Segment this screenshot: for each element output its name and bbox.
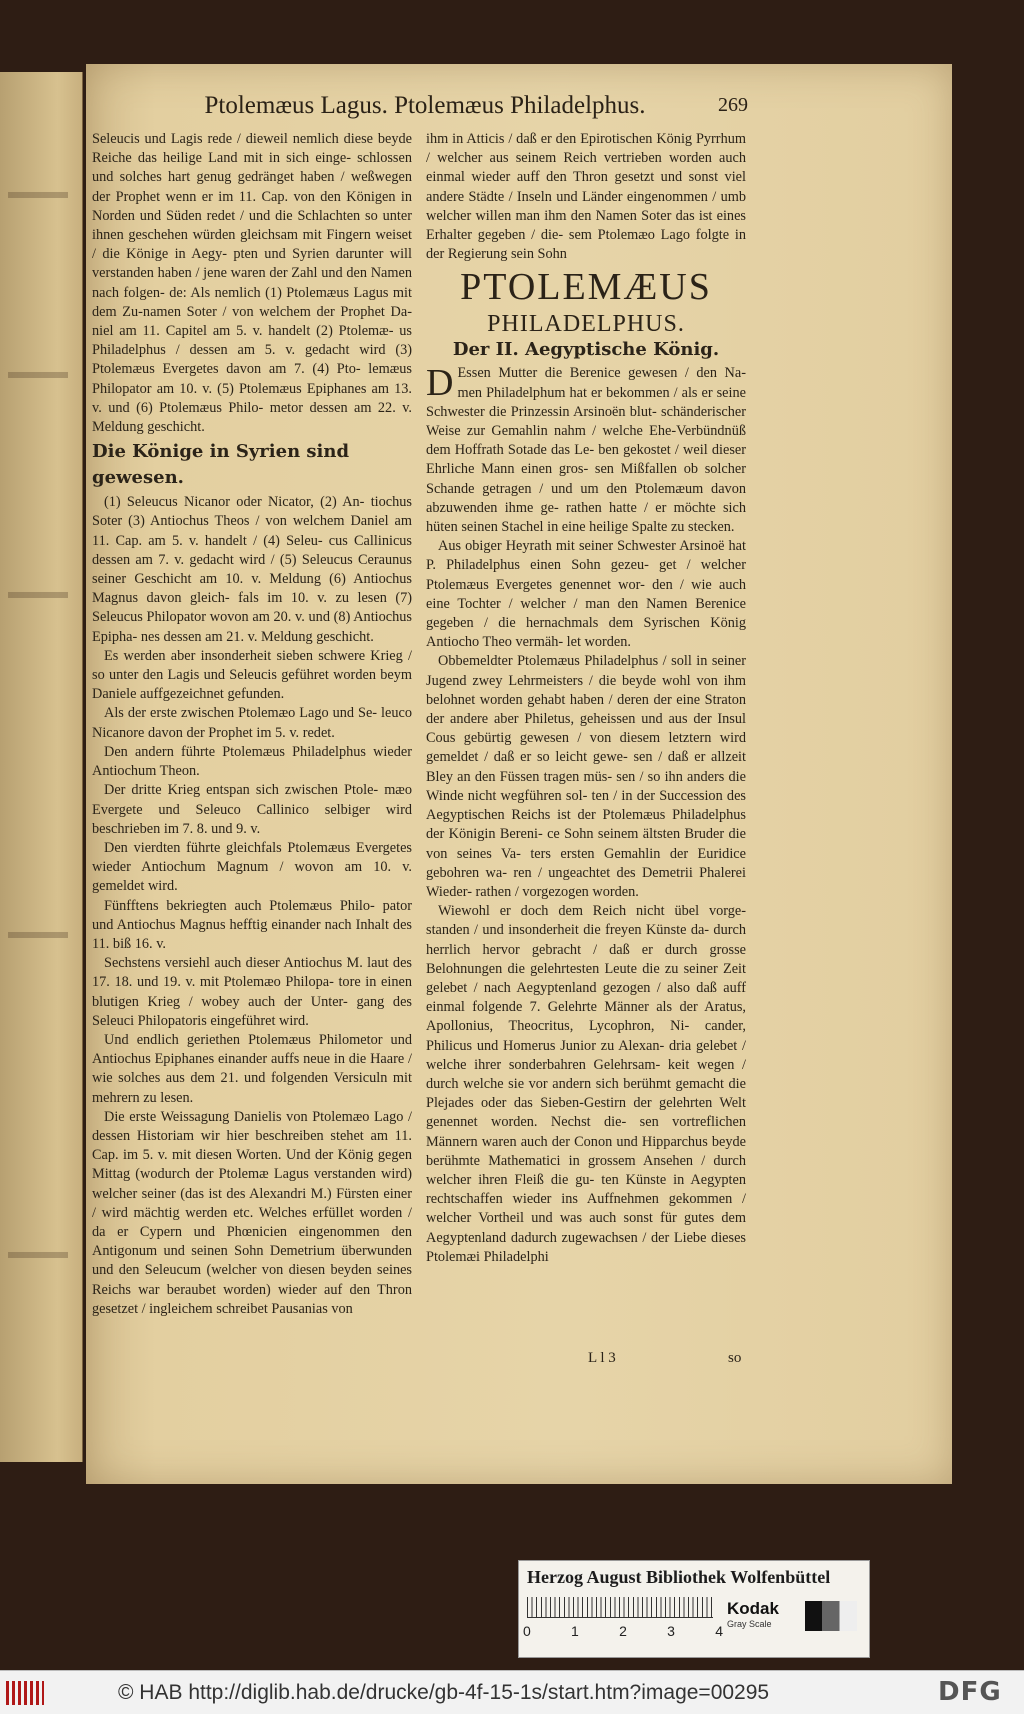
paragraph: Obbemeldter Ptolemæus Philadelphus / soll in seiner Jugend zwey Lehrmeisters / die beyde wohl von ihm belohnet worden gehabt haben / deren der eine Straton der andere aber Philetus, geheissen und aus der Insul Cous gebürtig gewesen / von diesem letztern wird gemeldet / daß er so leicht gewe- sen / daß er allzeit Bley an den Füssen tragen müs- sen / so ihn anders die Winde nicht wegführen sol- ten / in der Succession des Aegyptischen Reichs ist der Ptolemæus Philadelphus der Königin Bereni- ce Sohn seinem ältsten Bruder die von seines Va- ters ersten Gemahlin der Euridice gebohren wa- ren / ungeachtet des Demetrii Phalerei Wieder- rathen / vorgezogen worden. <box>426 653 746 900</box>
section-heading: Die Könige in Syrien sind gewesen. <box>92 441 350 489</box>
chapter-subtitle: PHILADELPHUS. <box>487 311 685 338</box>
paragraph: Wiewohl er doch dem Reich nicht übel vorge- standen / und insonderheit die freyen Künste da- durch herrlich hervor gebracht / daß er durch grosse Belohnungen die gelehrtesten Leute die zu seiner Zeit gelebet / nach Aegyptenland gezogen / also daß auff einmal folgende 7. Gelehrte Männer als der Aratus, Apollonius, Theocritus, Lycophron, Ni- cander, Philicus und Homerus Junior zu Alexan- dria gelebet / welche ihrer sonderbahren Gelehrsam- keit wegen / durch welche sie vor andern sich berühmt gemacht die Plejades oder das Sieben-Gestirn der gelehrten Welt genennet worden. Nechst die- sen vortreflichen Männern waren auch der Conon und Hipparchus beyde berühmte Mathematici in grossem Ansehen / durch welcher ihren Fleiß die gu- ten Künste in Aegypten rechtschaffen wieder ins Auffnehmen gekommen / welcher Vortheil und was auch sonst für gutes dem Aegyptenland dadurch zugewachsen / der Liebe dieses Ptolemæi Philadelphi <box>426 903 746 1265</box>
paragraph: Den andern führte Ptolemæus Philadelphus wieder Antiochum Theon. <box>92 743 412 780</box>
library-color-label <box>518 1560 870 1658</box>
kodak-logo: Kodak <box>727 1599 779 1618</box>
paragraph: (1) Seleucus Nicanor oder Nicator, (2) An- tiochus Soter (3) Antiochus Theos / von welchem Daniel am 11. Cap. am 5. v. handelt / (4) Seleu- cus Callinicus dessen am 7. v. gedacht wird / (5) Seleucus Ceraunus seiner Geschicht am 10. v. Meldung (6) Antiochus Magnus davon gleich- fals im 10. v. zu lesen (7) Seleucus Philopator wovon am 20. v. und (8) Antiochus Epipha- nes dessen am 21. v. Meldung geschicht. <box>92 494 412 645</box>
paragraph: Seleucis und Lagis rede / dieweil nemlich diese beyde Reiche das heilige Land mit in sich einge- schlossen und solches hart genug gedränget haben / weßwegen der Prophet wenn er im 11. Cap. von den Königen in Norden und Süden redet / und die Schlachten so unter ihnen geschehen würden gleichsam mit Fingern weiset / die Könige in Aegy- pten und Syrien darunter will verstanden haben / jene waren der Zahl und den Namen nach folgen- de: Als nemlich (1) Ptolemæus Lagus mit dem Zu-namen Soter / von welchem der Prophet Da- niel am 11. Capitel am 5. v. handelt (2) Ptolemæ- us Philadelphus / dessen am 5. v. gedacht wird (3) Ptolemæus Evergetes davon am 7. (4) Pto- lemæus Philopator am 10. v. (5) Ptolemæus Epiphanes am 13. v. und (6) Ptolemæus Philo- metor dessen am 22. v. Meldung geschicht. <box>92 131 412 436</box>
paragraph: Der dritte Krieg entspan sich zwischen Ptole- mæo Evergete und Seleuco Callinico selbiger wird beschrieben im 7. 8. und 9. v. <box>92 782 412 837</box>
paragraph: Sechstens versiehl auch dieser Antiochus M. laut des 17. 18. und 19. v. mit Ptolemæo Philopa- tore in einen blutigen Krieg / wobey auch der Unter- gang des Seleuci Philopatoris eingeführet wird. <box>92 955 412 1029</box>
chapter-king-heading: Der II. Aegyptische König. <box>452 339 720 361</box>
left-page-edge <box>0 72 83 1462</box>
bleed-mark <box>8 192 68 198</box>
paragraph: ihm in Atticis / daß er den Epirotischen König Pyrrhum / welcher aus seinem Reich vertrieben worden auch einmal wieder auff den Thron gesetzt und sonst viel andere Städte / Inseln und Länder eingenommen / umb welcher willen man ihm den Namen Soter das ist eines Erhalter gegeben / die- sem Ptolemæo Lago folgte in der Regierung sein Sohn <box>426 131 746 263</box>
paragraph: Fünfftens bekriegten auch Ptolemæus Philo- pator und Antiochus Magnus hefftig einander nach Inhalt des 11. biß 16. v. <box>92 897 412 952</box>
paragraph <box>426 364 746 537</box>
right-column <box>426 130 746 1267</box>
footer-bar <box>0 1670 1024 1714</box>
paragraph: Und endlich geriethen Ptolemæus Philometor und Antiochus Epiphanes einander auffs neue in die Haare / wie solches aus dem 21. und folgenden Versiculn mit mehrern zu lesen. <box>92 1031 412 1106</box>
catchword: so <box>728 1350 742 1366</box>
ruler-number: 0 <box>523 1623 531 1639</box>
paragraph: Aus obiger Heyrath mit seiner Schwester Arsinoë hat P. Philadelphus einen Sohn gezeu- get / welcher Ptolemæus Evergetes genennet wor- den / wie auch eine Tochter / welcher / man den Namen Berenice gegeben / die hernachmals dem Syrischen König Antiocho Theo vermäh- let worden. <box>426 538 746 651</box>
copyright-url[interactable]: © HAB http://diglib.hab.de/drucke/gb-4f-15-1s/start.htm?image=00295 <box>118 1681 770 1704</box>
bleed-mark <box>8 372 68 378</box>
ruler-number: 4 <box>715 1623 723 1639</box>
chapter-title: PTOLEMÆUS <box>460 266 712 309</box>
paragraph: Den vierdten führte gleichfals Ptolemæus Evergetes wieder Antiochum Magnum / wovon am 10. v. gemeldet wird. <box>92 839 412 895</box>
grayscale-label: Gray Scale <box>727 1619 772 1629</box>
paragraph: Als der erste zwischen Ptolemæo Lago und Se- leuco Nicanore davon der Prophet im 5. v. redet. <box>92 705 412 741</box>
ruler-number: 3 <box>667 1623 675 1639</box>
scale-ruler <box>527 1597 713 1618</box>
paragraph: Es werden aber insonderheit sieben schwere Krieg / so unter den Lagis und Seleucis geführet worden beym Daniele auffgezeichnet gefunden. <box>92 647 412 703</box>
paragraph-text: Essen Mutter die Berenice gewesen / den Na- men Philadelphum hat er bekommen / als er seine Schwester die Prinzessin Arsinoën blut- schänderischer Weise zur Gemahlin nahm / welche Ehe-Verbündnüß dem Hoffrath Sotade das Le- ben gekostet / weil dieser Ehrliche Mann einen gros- sen Mißfallen ob solcher Schande getragen / und um den Ptolemæum davon abzuwenden ihme ge- rathen hatte / er möchte sich hüten seinen Stachel in eine heilige Spalte zu stecken. <box>426 365 746 536</box>
drop-cap: D <box>426 362 454 405</box>
signature-mark: L l 3 <box>588 1350 616 1366</box>
dfg-logo: DFG <box>938 1677 1002 1707</box>
ruler-number: 2 <box>619 1623 627 1639</box>
ruler-numbers <box>523 1623 723 1639</box>
hab-logo-icon <box>6 1681 44 1705</box>
left-column <box>92 130 412 1319</box>
page-number: 269 <box>718 94 748 116</box>
bleed-mark <box>8 932 68 938</box>
ruler-number: 1 <box>571 1623 579 1639</box>
running-header: Ptolemæus Lagus. Ptolemæus Philadelphus. <box>204 92 646 119</box>
library-name: Herzog August Bibliothek Wolfenbüttel <box>527 1567 831 1587</box>
paragraph: Die erste Weissagung Danielis von Ptolemæo Lago / dessen Historiam wir hier beschreiben stehet am 11. Cap. im 5. v. mit diesen Worten. Und der König gegen Mittag (wodurch der Ptolemæ Lagus verstanden wird) welcher seiner (das ist des Alexandri M.) Fürsten einer / wird mächtig werden etc. Welches erfüllet worden / da er Cypern und Phœnicien eingenommen den Antigonum und seinen Sohn Demetrium überwunden und den Seleucum (welcher von diesen beyden seines Reichs war beraubet worden) wieder auf den Thron gesetzet / ingleichem schreibet Pausanias von <box>92 1108 412 1317</box>
bleed-mark <box>8 592 68 598</box>
gray-scale-swatch <box>805 1601 857 1631</box>
bleed-mark <box>8 1252 68 1258</box>
